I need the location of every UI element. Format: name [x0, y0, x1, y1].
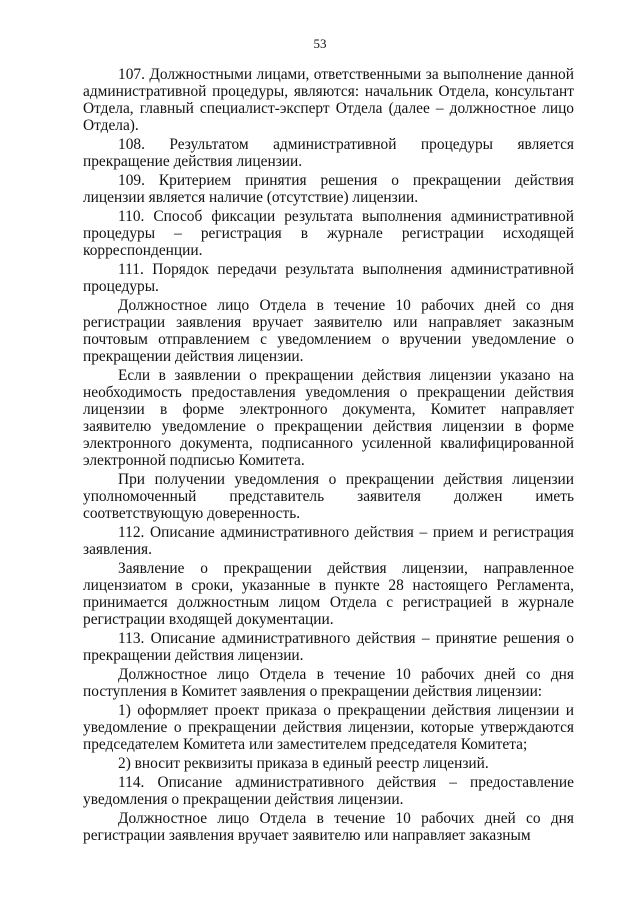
paragraph-113: 113. Описание административного действия – принятие решения о прекращении действия лицензии. — [83, 630, 574, 664]
paragraph-107: 107. Должностными лицами, ответственными за выполнение данной административной процедуры, являются: начальник Отдела, консультант Отдела, главный специалист-эксперт Отдела (далее – должностное лицо Отдела). — [83, 66, 574, 134]
paragraph-111-electronic: Если в заявлении о прекращении действия лицензии указано на необходимость предоставления уведомления о прекращении действия лицензии в форме электронного документа, Комитет направляет заявителю уведомление о прекращении действия лицензии в форме электронного документа, подписанного усиленной квалифицированной электронной подписью Комитета. — [83, 367, 574, 469]
paragraph-110: 110. Способ фиксации результата выполнения административной процедуры – регистрация в журнале регистрации исходящей корреспонденции. — [83, 208, 574, 259]
paragraph-112: 112. Описание административного действия – прием и регистрация заявления. — [83, 524, 574, 558]
paragraph-112-body: Заявление о прекращении действия лицензии, направленное лицензиатом в сроки, указанные в пункте 28 настоящего Регламента, принимается должностным лицом Отдела с регистрацией в журнале регистрации входящей документации. — [83, 560, 574, 628]
paragraph-108: 108. Результатом административной процедуры является прекращение действия лицензии. — [83, 136, 574, 170]
page-number: 53 — [313, 36, 327, 51]
paragraph-109: 109. Критерием принятия решения о прекращении действия лицензии является наличие (отсутствие) лицензии. — [83, 172, 574, 206]
list-item-1: 1) оформляет проект приказа о прекращении действия лицензии и уведомление о прекращении действия лицензии, которые утверждаются председателем Комитета или заместителем председателя Комитета; — [83, 702, 574, 753]
list-item-2: 2) вносит реквизиты приказа в единый реестр лицензий. — [118, 755, 489, 772]
paragraph-114: 114. Описание административного действия – предоставление уведомления о прекращении действия лицензии. — [83, 774, 574, 808]
paragraph-114-body: Должностное лицо Отдела в течение 10 рабочих дней со дня регистрации заявления вручает заявителю или направляет заказным — [83, 810, 574, 844]
paragraph-111-representative: При получении уведомления о прекращении действия лицензии уполномоченный представитель заявителя должен иметь соответствующую доверенность. — [83, 471, 574, 522]
body-text — [83, 66, 574, 846]
paragraph-113-body: Должностное лицо Отдела в течение 10 рабочих дней со дня поступления в Комитет заявления о прекращении действия лицензии: — [83, 666, 574, 700]
paragraph-111-body: Должностное лицо Отдела в течение 10 рабочих дней со дня регистрации заявления вручает заявителю или направляет заказным почтовым отправлением с уведомлением о вручении уведомление о прекращении действия лицензии. — [83, 297, 574, 365]
paragraph-111: 111. Порядок передачи результата выполнения административной процедуры. — [83, 261, 574, 295]
